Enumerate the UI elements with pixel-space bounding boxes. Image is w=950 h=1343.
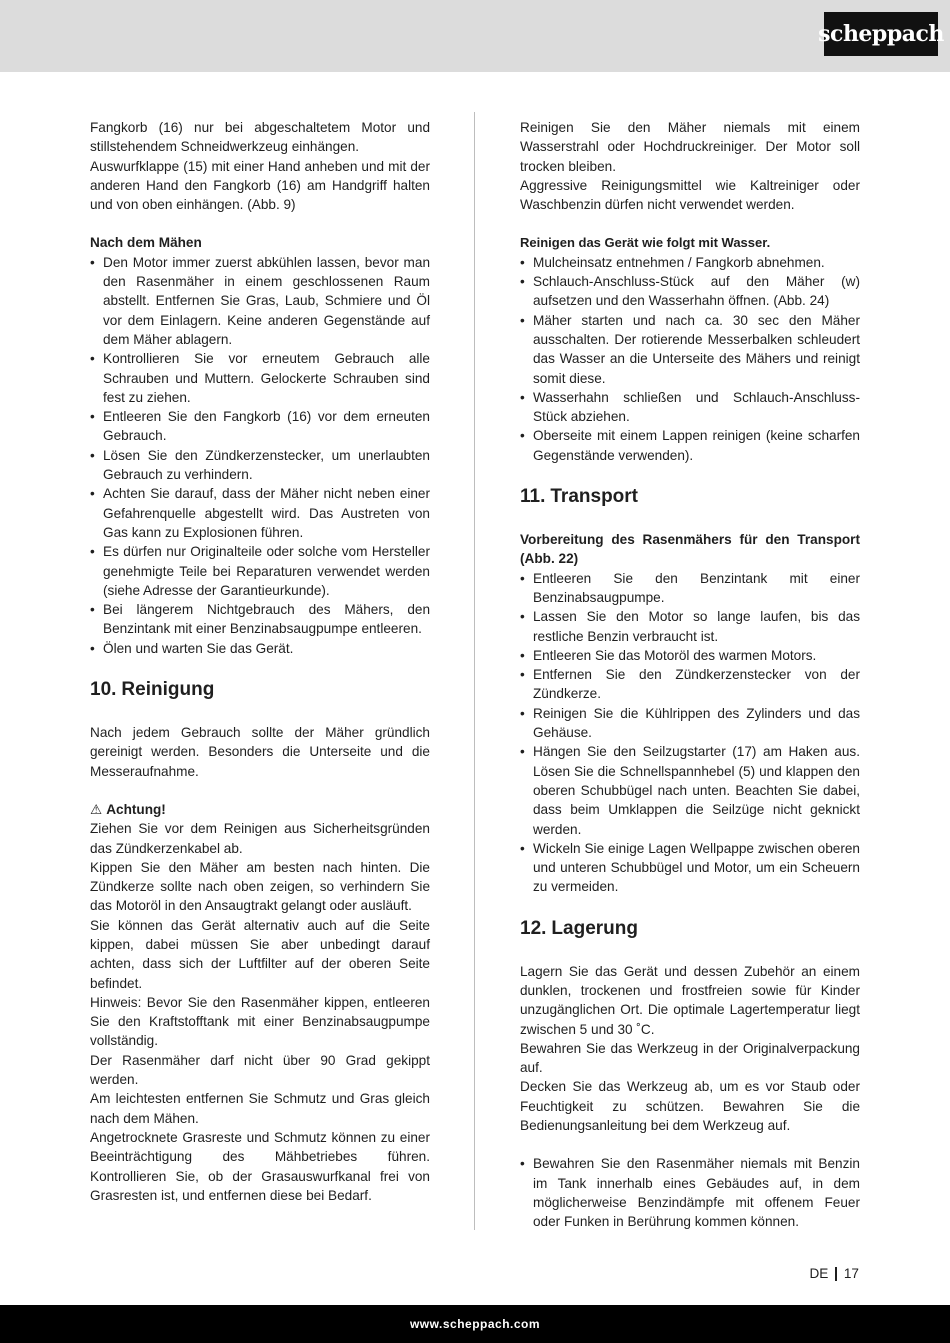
bullet-list xyxy=(520,1154,860,1231)
warning-icon: ⚠ xyxy=(90,801,103,817)
paragraph: Nach jedem Gebrauch sollte der Mäher gründlich gereinigt werden. Besonders die Unterseite und die Messeraufnahme. xyxy=(90,725,430,779)
paragraph: Kippen Sie den Mäher am besten nach hinten. Die Zündkerze sollte nach oben zeigen, so verhindern Sie das Motoröl in den Ansaugtrakt gelangt oder ausläuft. xyxy=(90,859,430,914)
brand-logo xyxy=(818,12,944,56)
bullet-icon: • xyxy=(90,640,95,656)
page-number xyxy=(809,1266,859,1281)
list-item: • Kontrollieren Sie vor erneutem Gebrauch alle Schrauben und Muttern. Gelockerte Schrauben sind fest zu ziehen. xyxy=(90,351,430,405)
page-index: 17 xyxy=(843,1266,859,1281)
list-item: • Wasserhahn schließen und Schlauch-Anschluss-Stück abziehen. xyxy=(520,389,860,425)
paragraph: Aggressive Reinigungsmittel wie Kaltreiniger oder Waschbenzin dürfen nicht verwendet werden. xyxy=(520,177,860,213)
list-item: • Bewahren Sie den Rasenmäher niemals mit Benzin im Tank innerhalb eines Gebäudes auf, in dem möglicherweise Benzindämpfe mit offenem Feuer oder Funken in Berührung kommen können. xyxy=(520,1156,860,1230)
bullet-icon: • xyxy=(520,254,525,270)
brand-name: scheppach xyxy=(818,21,944,47)
subheading: Vorbereitung des Rasenmähers für den Transport (Abb. 22) xyxy=(520,532,860,567)
list-item: • Oberseite mit einem Lappen reinigen (keine scharfen Gegenstände verwenden). xyxy=(520,428,860,463)
warning-heading: ⚠ Achtung! xyxy=(90,800,430,819)
list-item: • Mulcheinsatz entnehmen / Fangkorb abnehmen. xyxy=(520,253,860,272)
subheading: Nach dem Mähen xyxy=(90,235,202,251)
section-heading xyxy=(520,485,860,509)
list-item: • Entleeren Sie den Fangkorb (16) vor dem erneuten Gebrauch. xyxy=(90,409,430,444)
paragraph: Hinweis: Bevor Sie den Rasenmäher kippen, entleeren Sie den Kraftstofftank mit einer Benzinabsaugpumpe vollständig. xyxy=(90,994,430,1049)
paragraph: Am leichtesten entfernen Sie Schmutz und Gras gleich nach dem Mähen. xyxy=(90,1091,430,1126)
list-item: • Hängen Sie den Seilzugstarter (17) am Haken aus. Lösen Sie die Schnellspannhebel (5) und klappen den oberen Schubbügel nach unten. Beachten Sie dabei, dass beim Umklappen die Seilzüge nicht geknickt werden. xyxy=(520,744,860,837)
list-item: • Den Motor immer zuerst abkühlen lassen, bevor man den Rasenmäher in einem geschlossenen Raum abstellt. Entfernen Sie Gras, Laub, Schmiere und Öl vor dem Einlagern. Keine anderen Gegenstände auf dem Mäher ablagern. xyxy=(90,254,430,347)
bullet-icon: • xyxy=(520,647,525,663)
section-title: Reinigung xyxy=(121,679,215,701)
paragraph: Decken Sie das Werkzeug ab, um es vor Staub oder Feuchtigkeit zu schützen. Bewahren Sie die Bedienungsanleitung bei dem Werkzeug auf. xyxy=(520,1079,860,1134)
list-item: • Entleeren Sie das Motoröl des warmen Motors. xyxy=(520,646,860,665)
bullet-icon: • xyxy=(520,840,525,856)
list-item: • Lassen Sie den Motor so lange laufen, bis das restliche Benzin verbraucht ist. xyxy=(520,609,860,644)
left-column xyxy=(90,118,430,1205)
bullet-list xyxy=(520,569,860,897)
list-item: • Entleeren Sie den Benzintank mit einer Benzinabsaugpumpe. xyxy=(520,570,860,605)
section-number: 11. xyxy=(520,486,546,508)
bullet-icon: • xyxy=(520,744,525,760)
bullet-icon: • xyxy=(520,312,525,328)
list-item: • Reinigen Sie die Kühlrippen des Zylinders und das Gehäuse. xyxy=(520,705,860,741)
bullet-icon: • xyxy=(520,705,525,721)
bullet-icon: • xyxy=(90,602,95,618)
section-title: Lagerung xyxy=(551,917,638,939)
bullet-icon: • xyxy=(90,409,95,425)
bullet-list xyxy=(520,253,860,465)
paragraph: Bewahren Sie das Werkzeug in der Originalverpackung auf. xyxy=(520,1040,860,1076)
section-heading xyxy=(90,678,430,702)
list-item: • Bei längerem Nichtgebrauch des Mähers, den Benzintank mit einer Benzinabsaugpumpe entleeren. xyxy=(90,602,430,637)
list-item: • Schlauch-Anschluss-Stück auf den Mäher (w) aufsetzen und den Wasserhahn öffnen. (Abb. 24) xyxy=(520,274,860,309)
list-item: • Lösen Sie den Zündkerzenstecker, um unerlaubten Gebrauch zu verhindern. xyxy=(90,447,430,483)
paragraph: Fangkorb (16) nur bei abgeschaltetem Motor und stillstehendem Schneidwerkzeug einhängen. xyxy=(90,120,430,155)
paragraph: Sie können das Gerät alternativ auch auf die Seite kippen, dabei müssen Sie aber unbedingt darauf achten, dass sich der Luftfilter auf der oberen Seite befindet. xyxy=(90,917,430,991)
column-divider xyxy=(474,112,475,1230)
bullet-icon: • xyxy=(520,609,525,625)
bullet-icon: • xyxy=(520,428,525,444)
bullet-icon: • xyxy=(520,667,525,683)
list-item: • Mäher starten und nach ca. 30 sec den Mäher ausschalten. Der rotierende Messerbalken schleudert das Wasser an die Unterseite des Mähers und reinigt somit diese. xyxy=(520,312,860,386)
bullet-icon: • xyxy=(520,389,525,405)
subheading: Reinigen das Gerät wie folgt mit Wasser. xyxy=(520,235,771,251)
page-separator xyxy=(835,1267,837,1281)
bullet-icon: • xyxy=(520,570,525,586)
bullet-icon: • xyxy=(90,254,95,270)
header-band xyxy=(0,0,950,72)
website-link[interactable]: www.scheppach.com xyxy=(409,1317,541,1331)
section-title: Transport xyxy=(550,486,638,508)
paragraph: Angetrocknete Grasreste und Schmutz können zu einer Beeinträchtigung des Mähbetriebes führen. Kontrollieren Sie, ob der Grasauswurfkanal frei von Grasresten ist, und entfernen diese bei Bedarf. xyxy=(90,1129,430,1203)
section-number: 12. xyxy=(520,917,547,939)
bullet-icon: • xyxy=(90,351,95,367)
bullet-icon: • xyxy=(90,447,95,463)
language-code: DE xyxy=(809,1266,829,1281)
bullet-icon: • xyxy=(520,1156,525,1172)
list-item: • Ölen und warten Sie das Gerät. xyxy=(90,639,430,658)
paragraph: Auswurfklappe (15) mit einer Hand anheben und mit der anderen Hand den Fangkorb (16) am Handgriff halten und von oben einhängen. (Abb. 9) xyxy=(90,158,430,213)
bullet-icon: • xyxy=(520,274,525,290)
list-item: • Es dürfen nur Originalteile oder solche vom Hersteller genehmigte Teile bei Reparaturen verwendet werden (siehe Adresse der Garantieurkunde). xyxy=(90,544,430,598)
paragraph: Der Rasenmäher darf nicht über 90 Grad gekippt werden. xyxy=(90,1052,430,1088)
section-number: 10. xyxy=(90,679,117,701)
list-item: • Entfernen Sie den Zündkerzenstecker von der Zündkerze. xyxy=(520,667,860,702)
right-column xyxy=(520,118,860,1232)
bullet-icon: • xyxy=(90,544,95,560)
list-item: • Achten Sie darauf, dass der Mäher nicht neben einer Gefahrenquelle abgestellt wird. Das Austreten von Gas kann zu Explosionen führen. xyxy=(90,486,430,540)
paragraph: Ziehen Sie vor dem Reinigen aus Sicherheitsgründen das Zündkerzenkabel ab. xyxy=(90,821,430,856)
footer-bar xyxy=(0,1305,950,1343)
section-heading xyxy=(520,917,860,941)
list-item: • Wickeln Sie einige Lagen Wellpappe zwischen oberen und unteren Schubbügel und Motor, um ein Scheuern zu vermeiden. xyxy=(520,840,860,895)
paragraph: Lagern Sie das Gerät und dessen Zubehör an einem dunklen, trockenen und frostfreien sowie für Kinder unzugänglichen Ort. Die optimale Lagertemperatur liegt zwischen 5 und 30 ˚C. xyxy=(520,963,860,1037)
paragraph: Reinigen Sie den Mäher niemals mit einem Wasserstrahl oder Hochdruckreiniger. Der Motor soll trocken bleiben. xyxy=(520,120,860,174)
bullet-list xyxy=(90,253,430,658)
bullet-icon: • xyxy=(90,486,95,502)
